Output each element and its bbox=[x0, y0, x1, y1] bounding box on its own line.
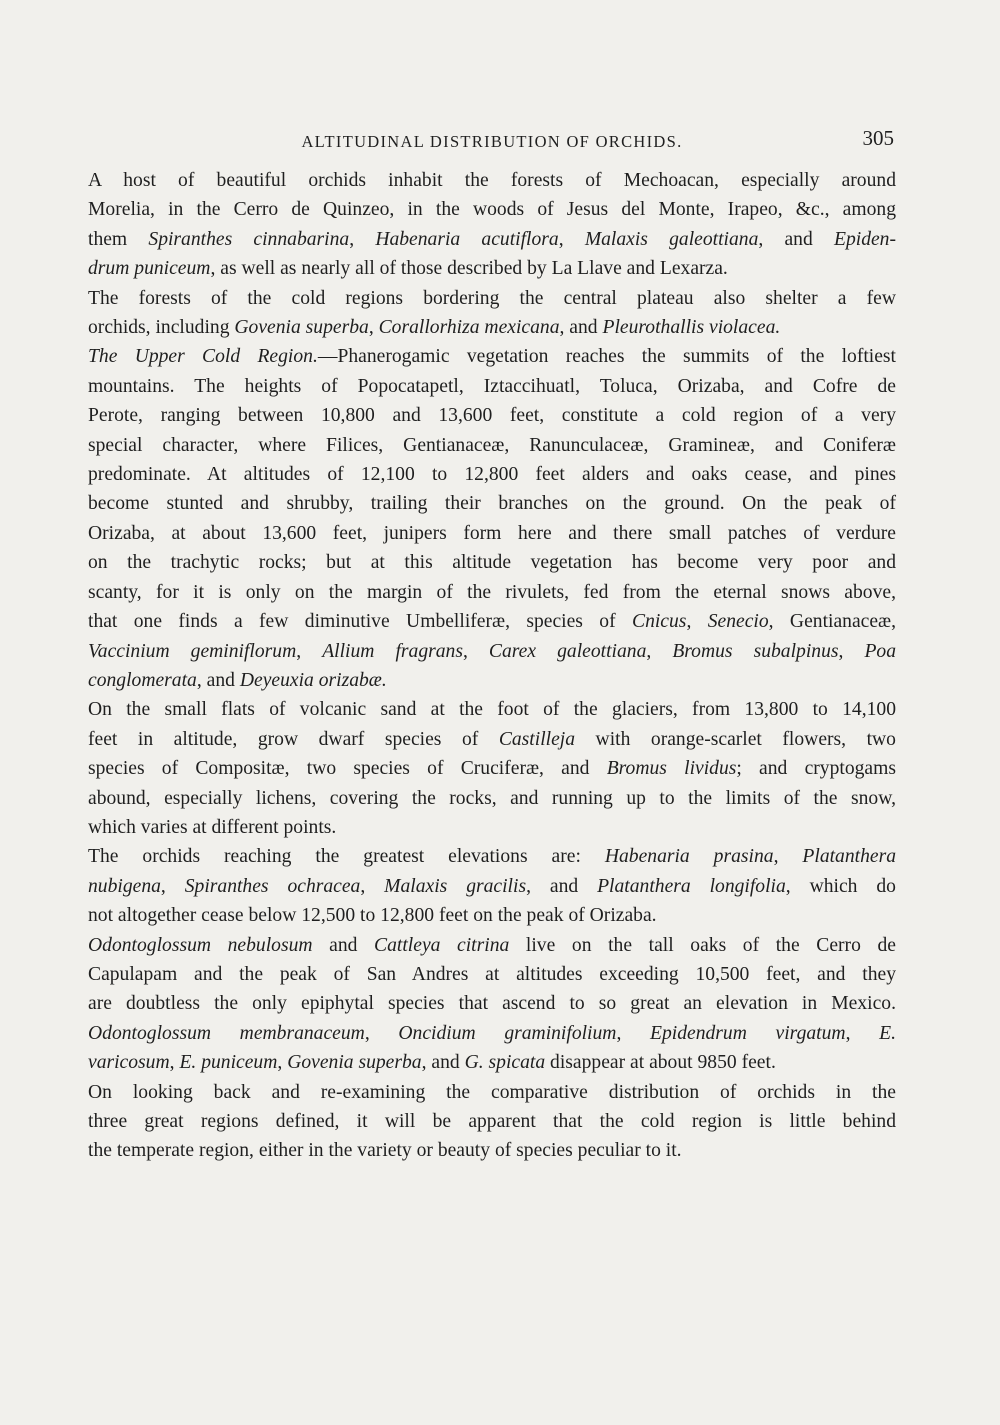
italic-run: Habenaria acutiflora bbox=[375, 228, 559, 250]
text-run: predominate. At altitudes of 12,100 to 12,800 feet alders and oaks cease, and pines bbox=[88, 464, 896, 486]
text-line bbox=[88, 1107, 896, 1136]
text-line bbox=[88, 725, 896, 754]
paragraph bbox=[88, 166, 896, 284]
text-run: , bbox=[646, 640, 673, 662]
italic-run: Bromus subalpinus bbox=[672, 640, 839, 662]
text-run: with orange-scarlet flowers, two bbox=[575, 728, 896, 750]
italic-run: Poa bbox=[864, 640, 897, 662]
text-line bbox=[88, 519, 896, 548]
text-run: special character, where Filices, Gentianaceæ, Ranunculaceæ, Gramineæ, and Coniferæ bbox=[88, 434, 896, 456]
text-run: The orchids reaching the greatest elevations are: bbox=[88, 846, 605, 868]
text-line bbox=[88, 578, 896, 607]
text-run: , bbox=[349, 228, 376, 250]
text-line bbox=[88, 784, 896, 813]
text-run: , bbox=[462, 640, 489, 662]
text-run: ; and cryptogams bbox=[736, 758, 896, 780]
text-run: , and bbox=[526, 875, 598, 897]
text-run: three great regions defined, it will be apparent that the cold region is little behind bbox=[88, 1111, 896, 1132]
text-run: scanty, for it is only on the margin of the rivulets, fed from the eternal snows above, bbox=[88, 581, 896, 603]
text-run: —Phanerogamic vegetation reaches the summits of the loftiest bbox=[317, 346, 896, 368]
text-line bbox=[88, 960, 896, 989]
text-line bbox=[88, 548, 896, 577]
text-run: not altogether cease below 12,500 to 12,800 feet on the peak of Orizaba. bbox=[88, 905, 657, 927]
text-line bbox=[88, 166, 896, 195]
text-line bbox=[88, 431, 896, 460]
text-run: , bbox=[277, 1052, 288, 1074]
italic-run: Platanthera longifolia bbox=[597, 875, 786, 897]
text-line bbox=[88, 1078, 896, 1107]
text-run: , bbox=[364, 1022, 399, 1044]
text-run: , bbox=[368, 317, 379, 339]
text-run: The forests of the cold regions bordering the central plateau also shelter a few bbox=[88, 287, 896, 309]
text-line bbox=[88, 695, 896, 724]
text-line bbox=[88, 372, 896, 401]
text-run: species of Compositæ, two species of Cruciferæ, and bbox=[88, 758, 607, 780]
text-run: mountains. The heights of Popocatapetl, Iztaccihuatl, Toluca, Orizaba, and Cofre de bbox=[88, 375, 896, 397]
italic-run: G. spicata bbox=[464, 1052, 546, 1074]
italic-run: Govenia superba bbox=[287, 1052, 422, 1074]
paragraph bbox=[88, 284, 896, 343]
text-line bbox=[88, 931, 896, 960]
italic-run: conglomerata bbox=[88, 669, 197, 691]
text-run: , as well as nearly all of those described by La Llave and Lexarza. bbox=[210, 258, 728, 280]
text-run: , bbox=[296, 640, 323, 662]
text-run: disappear at about 9850 feet. bbox=[545, 1052, 776, 1074]
text-line bbox=[88, 225, 896, 254]
italic-run: Spiranthes cinnabarina bbox=[148, 228, 350, 250]
italic-run: Cnicus bbox=[632, 611, 687, 633]
text-run: orchids, including bbox=[88, 317, 235, 339]
text-line bbox=[88, 842, 896, 871]
paragraph bbox=[88, 342, 896, 695]
italic-run: Carex galeottiana bbox=[488, 640, 647, 662]
italic-run: Senecio bbox=[707, 611, 769, 633]
text-run: , and bbox=[421, 1052, 465, 1074]
text-run: , bbox=[360, 875, 385, 897]
text-run: on the trachytic rocks; but at this altitude vegetation has become very poor and bbox=[88, 552, 896, 574]
text-run: Orizaba, at about 13,600 feet, junipers form here and there small patches of verdure bbox=[88, 522, 896, 544]
running-title: ALTITUDINAL DISTRIBUTION OF ORCHIDS. bbox=[301, 132, 683, 151]
italic-run: Oncidium graminifolium bbox=[398, 1022, 617, 1044]
italic-run: Vaccinium geminiflorum bbox=[88, 640, 297, 662]
italic-run: Epiden- bbox=[833, 228, 897, 250]
text-run: which varies at different points. bbox=[88, 816, 337, 838]
body-text bbox=[88, 166, 896, 1166]
text-run: them bbox=[88, 228, 149, 250]
text-run: the temperate region, either in the variety or beauty of species peculiar to it. bbox=[88, 1140, 682, 1162]
text-run: that one finds a few diminutive Umbelliferæ, species of bbox=[88, 611, 632, 633]
text-run: and bbox=[312, 934, 375, 956]
italic-run: Platanthera bbox=[802, 846, 897, 868]
italic-run: Govenia superba bbox=[234, 317, 369, 339]
text-line bbox=[88, 1048, 896, 1077]
italic-run: Castilleja bbox=[498, 728, 576, 750]
italic-run: Odontoglossum membranaceum bbox=[88, 1022, 365, 1044]
text-line bbox=[88, 401, 896, 430]
paragraph bbox=[88, 931, 896, 1078]
text-run: , bbox=[845, 1022, 880, 1044]
text-line bbox=[88, 813, 896, 842]
text-run: , bbox=[686, 611, 708, 633]
page-number: 305 bbox=[862, 126, 894, 150]
italic-run: Malaxis galeottiana bbox=[584, 228, 759, 250]
italic-run: Malaxis gracilis bbox=[384, 875, 527, 897]
text-line bbox=[88, 254, 896, 283]
text-line bbox=[88, 901, 896, 930]
text-run: , Gentianaceæ, bbox=[768, 611, 897, 633]
italic-run: varicosum bbox=[88, 1052, 170, 1074]
text-run: , bbox=[773, 846, 803, 868]
italic-run: Epidendrum virgatum bbox=[650, 1022, 846, 1044]
text-run: feet in altitude, grow dwarf species of bbox=[88, 728, 499, 750]
text-run: A host of beautiful orchids inhabit the forests of Mechoacan, especially around bbox=[88, 170, 896, 191]
text-run: Morelia, in the Cerro de Quinzeo, in the woods of Jesus del Monte, Irapeo, &c., among bbox=[88, 199, 896, 221]
italic-run: Bromus lividus bbox=[606, 758, 737, 780]
text-run: On looking back and re-examining the comparative distribution of orchids in the bbox=[88, 1081, 896, 1103]
text-line bbox=[88, 872, 896, 901]
text-run: abound, especially lichens, covering the rocks, and running up to the limits of the snow, bbox=[88, 787, 896, 809]
text-line bbox=[88, 637, 896, 666]
text-line bbox=[88, 313, 896, 342]
italic-run: drum puniceum bbox=[88, 258, 211, 280]
italic-run: Spiranthes ochracea bbox=[184, 875, 361, 897]
italic-run: Deyeuxia orizabæ. bbox=[239, 669, 387, 691]
text-run: Capulapam and the peak of San Andres at altitudes exceeding 10,500 feet, and they bbox=[88, 963, 896, 985]
italic-run: Odontoglossum nebulosum bbox=[88, 934, 313, 956]
running-head bbox=[88, 122, 896, 154]
text-line bbox=[88, 1019, 896, 1048]
italic-run: Pleurothallis violacea. bbox=[602, 317, 781, 339]
text-line bbox=[88, 284, 896, 313]
text-line bbox=[88, 989, 896, 1018]
book-page bbox=[88, 122, 896, 1166]
text-run: , and bbox=[196, 669, 240, 691]
text-run: , bbox=[558, 228, 585, 250]
text-line bbox=[88, 489, 896, 518]
text-line bbox=[88, 754, 896, 783]
text-line bbox=[88, 195, 896, 224]
italic-run: nubigena bbox=[88, 875, 161, 897]
italic-run: E. puniceum bbox=[179, 1052, 278, 1074]
italic-run: Corallorhiza mexicana bbox=[378, 317, 560, 339]
text-run: , bbox=[616, 1022, 651, 1044]
text-run: are doubtless the only epiphytal species that ascend to so great an elevation in Mexico. bbox=[88, 993, 896, 1015]
text-run: , and bbox=[758, 228, 834, 250]
text-line bbox=[88, 342, 896, 371]
text-run: Perote, ranging between 10,800 and 13,600 feet, constitute a cold region of a very bbox=[88, 405, 896, 427]
paragraph bbox=[88, 842, 896, 930]
paragraph bbox=[88, 1078, 896, 1166]
text-run: , which do bbox=[785, 875, 896, 897]
italic-run: Habenaria prasina bbox=[604, 846, 774, 868]
paragraph bbox=[88, 695, 896, 842]
italic-run: Cattleya citrina bbox=[374, 934, 510, 956]
text-line bbox=[88, 607, 896, 636]
italic-run: Allium fragrans bbox=[322, 640, 463, 662]
text-run: , bbox=[838, 640, 865, 662]
text-line bbox=[88, 460, 896, 489]
text-run: become stunted and shrubby, trailing their branches on the ground. On the peak of bbox=[88, 493, 896, 515]
text-line bbox=[88, 1136, 896, 1165]
italic-run: The Upper Cold Region. bbox=[88, 346, 318, 368]
italic-run: E. bbox=[879, 1022, 897, 1044]
text-run: , bbox=[169, 1052, 180, 1074]
text-line bbox=[88, 666, 896, 695]
text-run: On the small flats of volcanic sand at the foot of the glaciers, from 13,800 to 14,100 bbox=[88, 699, 896, 721]
text-run: live on the tall oaks of the Cerro de bbox=[509, 934, 896, 956]
text-run: , and bbox=[559, 317, 603, 339]
text-run: , bbox=[160, 875, 185, 897]
